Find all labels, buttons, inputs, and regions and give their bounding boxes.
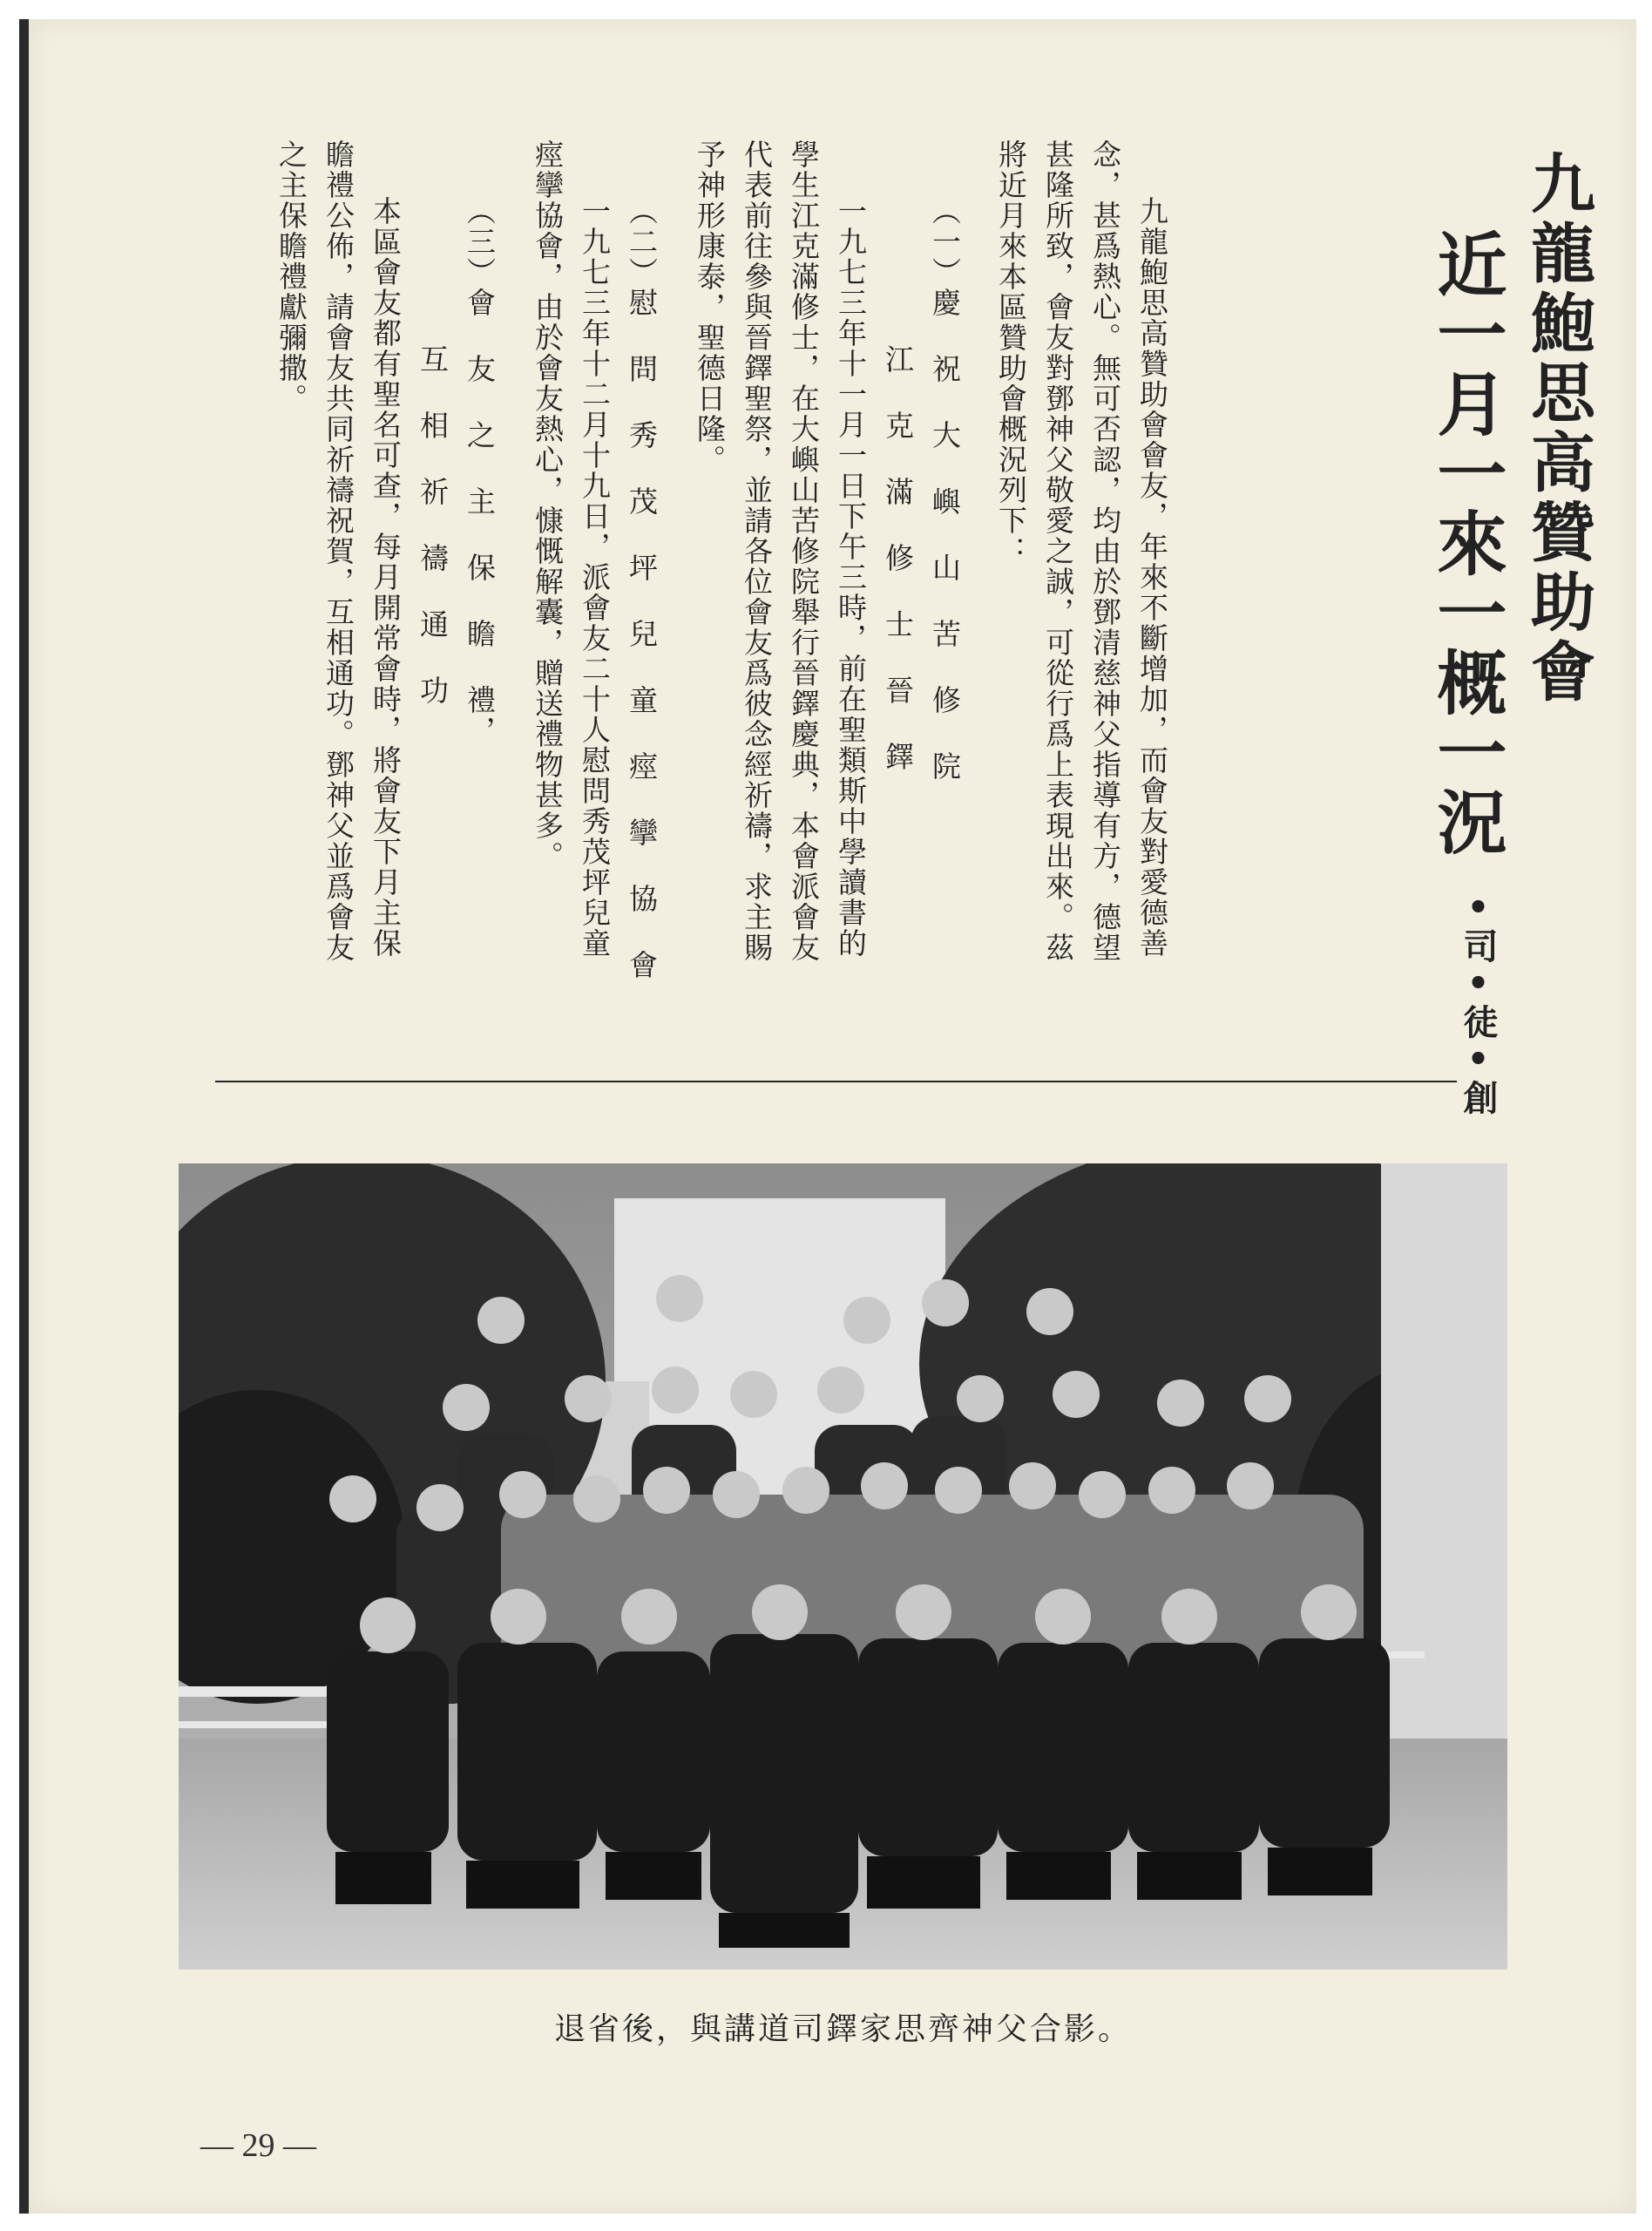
section-1-line-1: 一九七三年十一月一日下午三時，前在聖類斯中學讀書的 (834, 196, 868, 959)
article-title: 近一月一來一概一況 (1425, 228, 1507, 856)
paragraph-line-4: 將近月來本區贊助會概況列下： (994, 139, 1028, 566)
organization-title: 九龍鮑思高贊助會 (1520, 150, 1595, 708)
paragraph-line-3: 甚隆所致，會友對鄧神父敬愛之誠，可從行爲上表現出來。茲 (1041, 139, 1075, 963)
page-binding-edge (19, 19, 29, 2214)
section-divider (215, 1081, 1457, 1082)
section-1-line-4: 予神形康泰，聖德日隆。 (693, 139, 727, 475)
section-1-line-3: 代表前往參與晉鐸聖祭，並請各位會友爲彼念經祈禱，求主賜 (740, 139, 774, 963)
page-number: — 29 — (200, 2127, 316, 2164)
section-3-line-3: 之主保瞻禮獻彌撒。 (274, 139, 308, 414)
group-photo (179, 1163, 1507, 1970)
photo-caption: 退省後，與講道司鐸家思齊神父合影。 (553, 2011, 1132, 2047)
section-3-heading: （三）會 友 之 主 保 瞻 禮， (463, 196, 497, 746)
section-2-line-2: 痙攣協會，由於會友熱心，慷慨解囊，贈送禮物甚多。 (531, 139, 565, 871)
section-1-subheading: 江 克 滿 修 士 晉 鐸 (881, 344, 915, 772)
paragraph-line-2: 念，甚爲熱心。無可否認，均由於鄧清慈神父指導有方，德望 (1088, 139, 1122, 963)
group-photo-illustration (179, 1163, 1507, 1970)
paragraph-line-1: 九龍鮑思高贊助會會友，年來不斷增加，而會友對愛德善 (1135, 196, 1169, 959)
section-3-line-2: 瞻禮公佈，請會友共同祈禱祝賀，互相通功。鄧神父並爲會友 (322, 139, 355, 963)
section-1-line-2: 學生江克滿修士，在大嶼山苦修院舉行晉鐸慶典，本會派會友 (787, 139, 821, 963)
article-author: •司•徒•創 (1458, 887, 1499, 1115)
section-1-heading: （一）慶 祝 大 嶼 山 苦 修 院 (928, 196, 962, 782)
section-3-subheading: 互 相 祈 禱 通 功 (416, 344, 450, 706)
section-2-line-1: 一九七三年十二月十九日，派會友二十人慰問秀茂坪兒童 (578, 196, 612, 959)
section-3-line-1: 本區會友都有聖名可查，每月開常會時，將會友下月主保 (369, 196, 403, 959)
section-2-heading: （二）慰 問 秀 茂 坪 兒 童 痙 攣 協 會 (625, 196, 659, 980)
